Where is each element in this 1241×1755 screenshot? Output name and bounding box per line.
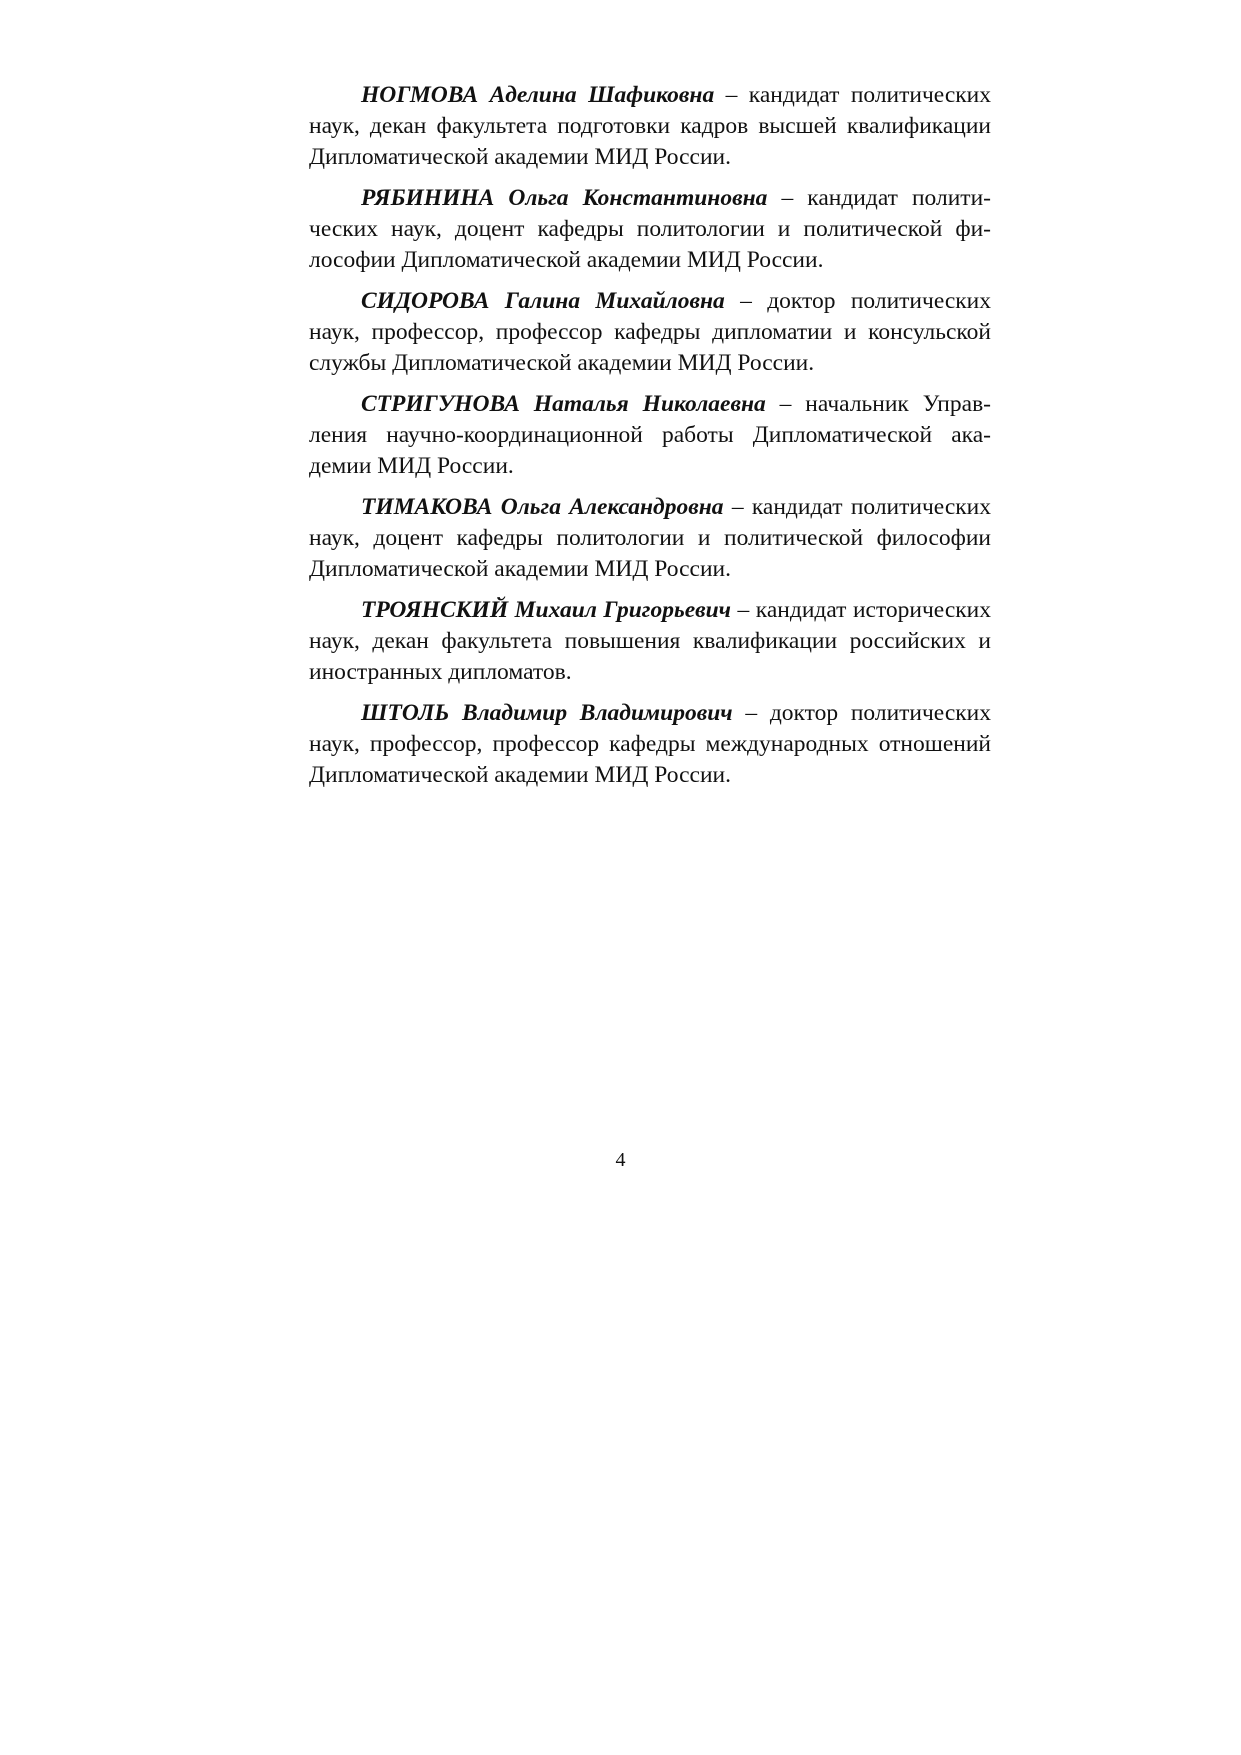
author-name: НОГМОВА Аделина Шафиковна	[361, 82, 715, 108]
author-name: СИДОРОВА Галина Михайловна	[361, 288, 725, 314]
author-entry-shtol	[309, 698, 991, 791]
author-name: ТИМАКОВА Ольга Александровна	[361, 494, 724, 520]
author-description: – кандидат политических наук, доцент кафедры политологии и политической философии Дипломатической академии МИД России.	[309, 494, 991, 582]
page-number: 4	[615, 1149, 626, 1171]
author-description: – кандидат политических наук, доцент кафедры политологии и политической философии Дипломатической академии МИД России.	[309, 185, 991, 273]
author-description: – кандидат политических наук, декан факультета подготовки кадров высшей квалификации Дипломатической академии МИД России.	[309, 82, 991, 170]
author-name: СТРИГУНОВА Наталья Николаевна	[361, 391, 766, 417]
author-entry-sidorova	[309, 286, 991, 379]
author-name: ШТОЛЬ Владимир Владимирович	[361, 700, 733, 726]
author-list	[309, 80, 991, 801]
author-description: – доктор политических наук, профессор, профессор кафедры международных отношений Дипломатической академии МИД России.	[309, 700, 992, 788]
author-entry-strigunova	[309, 389, 991, 482]
author-description: – начальник Управления научно-координационной работы Дипломатической академии МИД России.	[309, 391, 991, 479]
author-description: – кандидат исторических наук, декан факультета повышения квалификации российских и иностранных дипломатов.	[309, 597, 992, 685]
author-entry-ryabinina	[309, 183, 991, 276]
author-entry-timakova	[309, 492, 991, 585]
author-description: – доктор политических наук, профессор, профессор кафедры дипломатии и консульской службы Дипломатической академии МИД России.	[309, 288, 992, 376]
author-name: ТРОЯНСКИЙ Михаил Григорьевич	[361, 597, 732, 623]
author-entry-nogmova	[309, 80, 991, 173]
author-name: РЯБИНИНА Ольга Константиновна	[361, 185, 768, 211]
author-entry-troyanskiy	[309, 595, 991, 688]
